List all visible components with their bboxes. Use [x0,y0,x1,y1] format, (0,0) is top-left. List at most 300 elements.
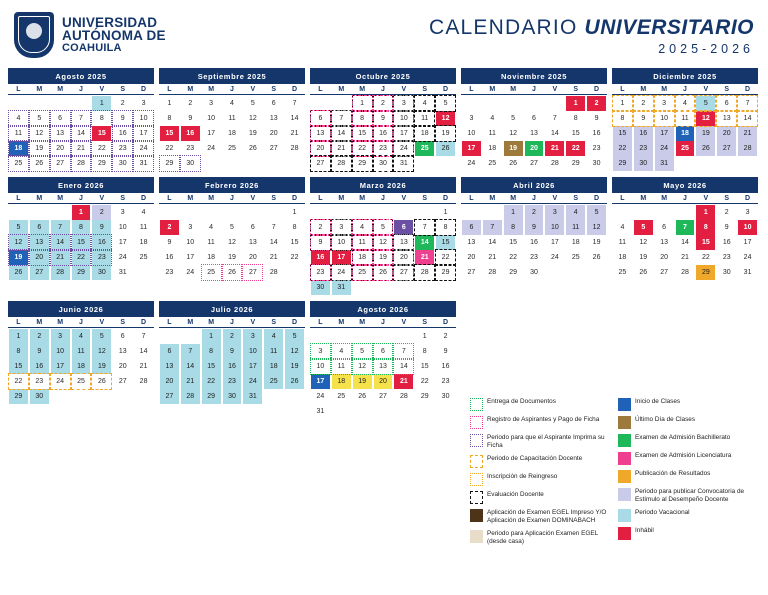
day-cell[interactable] [91,265,112,280]
day-cell[interactable] [586,235,607,250]
day-cell[interactable] [331,280,352,295]
day-cell[interactable] [675,126,696,141]
day-cell[interactable] [71,156,92,171]
day-cell[interactable] [544,111,565,126]
day-cell[interactable] [29,374,50,389]
day-cell[interactable] [242,389,263,404]
day-cell[interactable] [201,344,222,359]
day-cell[interactable] [8,250,29,265]
day-cell[interactable] [201,374,222,389]
day-cell[interactable] [414,111,435,126]
day-cell[interactable] [71,220,92,235]
day-cell[interactable] [565,156,586,171]
day-cell[interactable] [612,96,633,111]
day-cell[interactable] [242,374,263,389]
day-cell[interactable] [91,141,112,156]
day-cell[interactable] [393,359,414,374]
day-cell[interactable] [586,220,607,235]
day-cell[interactable] [414,389,435,404]
day-cell[interactable] [373,156,394,171]
day-cell[interactable] [331,141,352,156]
day-cell[interactable] [29,344,50,359]
day-cell[interactable] [112,265,133,280]
day-cell[interactable] [222,141,243,156]
day-cell[interactable] [201,250,222,265]
day-cell[interactable] [180,156,201,171]
day-cell[interactable] [50,126,71,141]
day-cell[interactable] [565,205,586,220]
day-cell[interactable] [435,265,456,280]
day-cell[interactable] [482,235,503,250]
day-cell[interactable] [222,235,243,250]
day-cell[interactable] [373,389,394,404]
day-cell[interactable] [222,359,243,374]
day-cell[interactable] [675,111,696,126]
day-cell[interactable] [222,220,243,235]
day-cell[interactable] [71,111,92,126]
day-cell[interactable] [159,156,180,171]
day-cell[interactable] [284,344,305,359]
day-cell[interactable] [331,344,352,359]
day-cell[interactable] [8,111,29,126]
day-cell[interactable] [544,235,565,250]
day-cell[interactable] [612,141,633,156]
day-cell[interactable] [159,265,180,280]
day-cell[interactable] [71,265,92,280]
day-cell[interactable] [544,156,565,171]
day-cell[interactable] [284,141,305,156]
day-cell[interactable] [222,329,243,344]
day-cell[interactable] [586,205,607,220]
day-cell[interactable] [716,220,737,235]
day-cell[interactable] [29,250,50,265]
day-cell[interactable] [133,96,154,111]
day-cell[interactable] [112,359,133,374]
day-cell[interactable] [159,220,180,235]
day-cell[interactable] [675,220,696,235]
day-cell[interactable] [414,235,435,250]
day-cell[interactable] [242,250,263,265]
day-cell[interactable] [414,344,435,359]
day-cell[interactable] [50,265,71,280]
day-cell[interactable] [180,141,201,156]
day-cell[interactable] [352,344,373,359]
day-cell[interactable] [284,96,305,111]
day-cell[interactable] [393,374,414,389]
day-cell[interactable] [461,111,482,126]
day-cell[interactable] [284,374,305,389]
day-cell[interactable] [612,111,633,126]
day-cell[interactable] [716,111,737,126]
day-cell[interactable] [263,96,284,111]
day-cell[interactable] [461,265,482,280]
day-cell[interactable] [352,359,373,374]
day-cell[interactable] [373,374,394,389]
day-cell[interactable] [524,250,545,265]
day-cell[interactable] [310,344,331,359]
day-cell[interactable] [50,344,71,359]
day-cell[interactable] [8,156,29,171]
day-cell[interactable] [373,344,394,359]
day-cell[interactable] [524,220,545,235]
day-cell[interactable] [373,141,394,156]
day-cell[interactable] [331,374,352,389]
day-cell[interactable] [8,126,29,141]
day-cell[interactable] [586,250,607,265]
day-cell[interactable] [201,265,222,280]
day-cell[interactable] [29,359,50,374]
day-cell[interactable] [180,344,201,359]
day-cell[interactable] [133,220,154,235]
day-cell[interactable] [331,250,352,265]
day-cell[interactable] [91,156,112,171]
day-cell[interactable] [112,329,133,344]
day-cell[interactable] [222,344,243,359]
day-cell[interactable] [586,141,607,156]
day-cell[interactable] [695,141,716,156]
day-cell[interactable] [435,359,456,374]
day-cell[interactable] [503,250,524,265]
day-cell[interactable] [352,250,373,265]
day-cell[interactable] [159,111,180,126]
day-cell[interactable] [310,156,331,171]
day-cell[interactable] [414,265,435,280]
day-cell[interactable] [675,96,696,111]
day-cell[interactable] [716,141,737,156]
day-cell[interactable] [310,265,331,280]
day-cell[interactable] [71,235,92,250]
day-cell[interactable] [373,220,394,235]
day-cell[interactable] [133,235,154,250]
day-cell[interactable] [91,250,112,265]
day-cell[interactable] [133,141,154,156]
day-cell[interactable] [112,141,133,156]
day-cell[interactable] [737,265,758,280]
day-cell[interactable] [180,126,201,141]
day-cell[interactable] [310,111,331,126]
day-cell[interactable] [284,250,305,265]
day-cell[interactable] [159,141,180,156]
day-cell[interactable] [201,126,222,141]
day-cell[interactable] [435,329,456,344]
day-cell[interactable] [737,141,758,156]
day-cell[interactable] [133,329,154,344]
day-cell[interactable] [503,205,524,220]
day-cell[interactable] [675,265,696,280]
day-cell[interactable] [352,141,373,156]
day-cell[interactable] [263,126,284,141]
day-cell[interactable] [654,126,675,141]
day-cell[interactable] [373,111,394,126]
day-cell[interactable] [482,250,503,265]
day-cell[interactable] [91,205,112,220]
day-cell[interactable] [180,220,201,235]
day-cell[interactable] [222,126,243,141]
day-cell[interactable] [331,389,352,404]
day-cell[interactable] [331,265,352,280]
day-cell[interactable] [310,220,331,235]
day-cell[interactable] [737,96,758,111]
day-cell[interactable] [242,235,263,250]
day-cell[interactable] [654,141,675,156]
day-cell[interactable] [352,156,373,171]
day-cell[interactable] [29,329,50,344]
day-cell[interactable] [263,141,284,156]
day-cell[interactable] [284,329,305,344]
day-cell[interactable] [201,220,222,235]
day-cell[interactable] [503,220,524,235]
day-cell[interactable] [263,220,284,235]
day-cell[interactable] [331,111,352,126]
day-cell[interactable] [180,111,201,126]
day-cell[interactable] [91,329,112,344]
day-cell[interactable] [524,265,545,280]
day-cell[interactable] [565,96,586,111]
day-cell[interactable] [414,141,435,156]
day-cell[interactable] [461,156,482,171]
day-cell[interactable] [263,265,284,280]
day-cell[interactable] [435,205,456,220]
day-cell[interactable] [373,265,394,280]
day-cell[interactable] [695,235,716,250]
day-cell[interactable] [159,96,180,111]
day-cell[interactable] [112,126,133,141]
day-cell[interactable] [675,235,696,250]
day-cell[interactable] [71,126,92,141]
day-cell[interactable] [435,344,456,359]
day-cell[interactable] [8,265,29,280]
day-cell[interactable] [393,156,414,171]
day-cell[interactable] [159,374,180,389]
day-cell[interactable] [201,389,222,404]
day-cell[interactable] [612,220,633,235]
day-cell[interactable] [524,235,545,250]
day-cell[interactable] [133,205,154,220]
day-cell[interactable] [461,250,482,265]
day-cell[interactable] [201,141,222,156]
day-cell[interactable] [633,250,654,265]
day-cell[interactable] [133,344,154,359]
day-cell[interactable] [71,329,92,344]
day-cell[interactable] [544,220,565,235]
day-cell[interactable] [393,265,414,280]
day-cell[interactable] [565,250,586,265]
day-cell[interactable] [503,111,524,126]
day-cell[interactable] [544,126,565,141]
day-cell[interactable] [180,374,201,389]
day-cell[interactable] [612,235,633,250]
day-cell[interactable] [180,250,201,265]
day-cell[interactable] [133,250,154,265]
day-cell[interactable] [263,111,284,126]
day-cell[interactable] [435,389,456,404]
day-cell[interactable] [435,126,456,141]
day-cell[interactable] [310,374,331,389]
day-cell[interactable] [544,141,565,156]
day-cell[interactable] [352,220,373,235]
day-cell[interactable] [201,96,222,111]
day-cell[interactable] [737,250,758,265]
day-cell[interactable] [633,126,654,141]
day-cell[interactable] [29,220,50,235]
day-cell[interactable] [222,111,243,126]
day-cell[interactable] [71,344,92,359]
day-cell[interactable] [586,96,607,111]
day-cell[interactable] [393,126,414,141]
day-cell[interactable] [435,111,456,126]
day-cell[interactable] [159,250,180,265]
day-cell[interactable] [373,359,394,374]
day-cell[interactable] [393,235,414,250]
day-cell[interactable] [695,250,716,265]
day-cell[interactable] [373,250,394,265]
day-cell[interactable] [50,359,71,374]
day-cell[interactable] [716,96,737,111]
day-cell[interactable] [222,265,243,280]
day-cell[interactable] [133,156,154,171]
day-cell[interactable] [310,359,331,374]
day-cell[interactable] [159,389,180,404]
day-cell[interactable] [716,265,737,280]
day-cell[interactable] [461,220,482,235]
day-cell[interactable] [222,389,243,404]
day-cell[interactable] [29,111,50,126]
day-cell[interactable] [716,250,737,265]
day-cell[interactable] [29,265,50,280]
day-cell[interactable] [310,126,331,141]
day-cell[interactable] [222,250,243,265]
day-cell[interactable] [331,235,352,250]
day-cell[interactable] [331,220,352,235]
day-cell[interactable] [612,156,633,171]
day-cell[interactable] [242,344,263,359]
day-cell[interactable] [242,141,263,156]
day-cell[interactable] [695,96,716,111]
day-cell[interactable] [159,359,180,374]
day-cell[interactable] [695,220,716,235]
day-cell[interactable] [284,359,305,374]
day-cell[interactable] [201,111,222,126]
day-cell[interactable] [695,205,716,220]
day-cell[interactable] [180,235,201,250]
day-cell[interactable] [352,96,373,111]
day-cell[interactable] [414,96,435,111]
day-cell[interactable] [524,205,545,220]
day-cell[interactable] [633,235,654,250]
day-cell[interactable] [242,329,263,344]
day-cell[interactable] [159,344,180,359]
day-cell[interactable] [180,265,201,280]
day-cell[interactable] [112,250,133,265]
day-cell[interactable] [159,126,180,141]
day-cell[interactable] [50,111,71,126]
day-cell[interactable] [201,235,222,250]
day-cell[interactable] [716,205,737,220]
day-cell[interactable] [352,374,373,389]
day-cell[interactable] [633,265,654,280]
day-cell[interactable] [242,111,263,126]
day-cell[interactable] [586,156,607,171]
day-cell[interactable] [50,329,71,344]
day-cell[interactable] [133,359,154,374]
day-cell[interactable] [263,250,284,265]
day-cell[interactable] [8,359,29,374]
day-cell[interactable] [414,359,435,374]
day-cell[interactable] [654,235,675,250]
day-cell[interactable] [91,96,112,111]
day-cell[interactable] [586,111,607,126]
day-cell[interactable] [50,374,71,389]
day-cell[interactable] [242,96,263,111]
day-cell[interactable] [8,235,29,250]
day-cell[interactable] [675,250,696,265]
day-cell[interactable] [373,126,394,141]
day-cell[interactable] [284,220,305,235]
day-cell[interactable] [612,126,633,141]
day-cell[interactable] [8,374,29,389]
day-cell[interactable] [414,374,435,389]
day-cell[interactable] [263,329,284,344]
day-cell[interactable] [284,111,305,126]
day-cell[interactable] [524,126,545,141]
day-cell[interactable] [352,126,373,141]
day-cell[interactable] [242,126,263,141]
day-cell[interactable] [414,126,435,141]
day-cell[interactable] [91,344,112,359]
day-cell[interactable] [393,141,414,156]
day-cell[interactable] [133,126,154,141]
day-cell[interactable] [8,344,29,359]
day-cell[interactable] [565,126,586,141]
day-cell[interactable] [71,374,92,389]
day-cell[interactable] [654,111,675,126]
day-cell[interactable] [695,126,716,141]
day-cell[interactable] [435,235,456,250]
day-cell[interactable] [633,141,654,156]
day-cell[interactable] [91,235,112,250]
day-cell[interactable] [393,344,414,359]
day-cell[interactable] [373,235,394,250]
day-cell[interactable] [461,141,482,156]
day-cell[interactable] [654,156,675,171]
day-cell[interactable] [716,235,737,250]
day-cell[interactable] [352,111,373,126]
day-cell[interactable] [461,235,482,250]
day-cell[interactable] [50,235,71,250]
day-cell[interactable] [91,220,112,235]
day-cell[interactable] [29,141,50,156]
day-cell[interactable] [503,141,524,156]
day-cell[interactable] [503,126,524,141]
day-cell[interactable] [544,250,565,265]
day-cell[interactable] [612,265,633,280]
day-cell[interactable] [91,126,112,141]
day-cell[interactable] [8,141,29,156]
day-cell[interactable] [524,111,545,126]
day-cell[interactable] [180,359,201,374]
day-cell[interactable] [435,374,456,389]
day-cell[interactable] [503,265,524,280]
day-cell[interactable] [654,220,675,235]
day-cell[interactable] [242,359,263,374]
day-cell[interactable] [331,126,352,141]
day-cell[interactable] [91,111,112,126]
day-cell[interactable] [654,96,675,111]
day-cell[interactable] [565,111,586,126]
day-cell[interactable] [737,126,758,141]
day-cell[interactable] [565,141,586,156]
day-cell[interactable] [71,250,92,265]
